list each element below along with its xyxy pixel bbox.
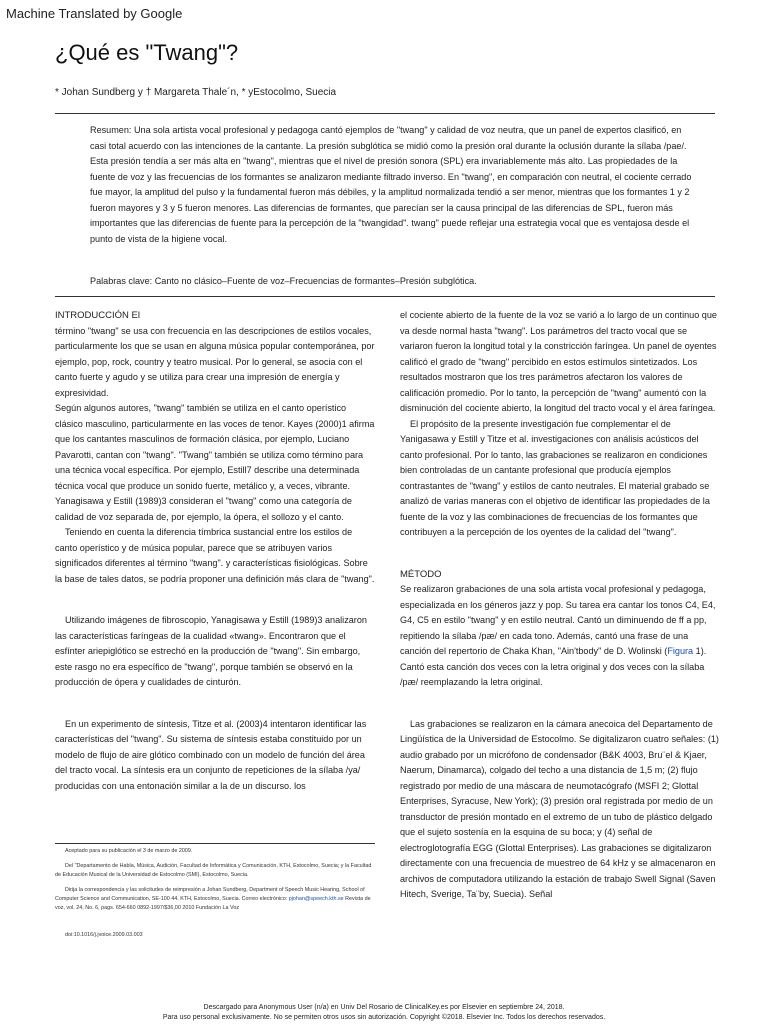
method-heading: MÉTODO — [400, 568, 442, 580]
intro-paragraph-5: En un experimento de síntesis, Titze et al. (2003)4 intentaron identificar las características del "twang". Su sistema de síntesis estaba constituido por un modelo de flujo de aire glótico combinado con un modelo de función del área del tracto vocal. La síntesis era un conjunto de repeticiones de la sílaba /ya/ producidas con una entonación similar a la de un discurso. los — [55, 718, 367, 791]
abstract: Resumen: Una sola artista vocal profesional y pedagoga cantó ejemplos de "twang" y calidad de voz neutra, que un panel de expertos clasificó, en casi total acuerdo con las intenciones de la cantante. La presión subglótica se midió como la presión oral durante la oclusión durante la sílaba /pae/. Esta presión tendía a ser más alta en "twang", mientras que el nivel de presión sonora (SPL) era invariablemente más alto. Las propiedades de la fuente de voz y las frecuencias de los formantes se analizaron mediante filtrado inverso. En "twang", en comparación con neutral, el cociente cerrado fue mayor, la amplitud del pulso y la fundamental fueron más débiles, y la amplitud normalizada tendió a ser menor, mientras que los formantes 1 y 2 fueron mayores y 3 y 5 fueron menores. Las diferencias de formantes, que parecían ser la causa principal de las diferencias de SPL, fueron más importantes que las diferencias de fuente para la percepción de la "twangidad". twang" puede reflejar una estrategia vocal que es ventajosa desde el punto de vista de la higiene vocal. — [90, 125, 692, 244]
keywords-divider — [55, 296, 715, 297]
footnote-divider — [55, 843, 375, 844]
correspondence-note — [55, 886, 375, 913]
journal-citation: Revista de voz, vol. 24, No. 6, pags. 654-660 0892-1997/$36,00 2010 Fundación La Voz — [55, 896, 371, 911]
introduction-heading: INTRODUCCIÓN El — [55, 310, 140, 321]
copyright-notice: Para uso personal exclusivamente. No se permiten otros usos sin autorización. Copyright ©2018. Elsevier Inc. Todos los derechos reservados. — [162, 1014, 606, 1021]
method-text-after-link: 1). Cantó esta canción dos veces con la letra original y dos veces con la sílaba /pæ/ reemplazando la letra original. — [400, 646, 707, 687]
left-column — [55, 308, 375, 794]
purpose-paragraph: El propósito de la presente investigación fue complementar el de Yanigasawa y Estill y Titze et al. investigaciones con análisis acústicos del canto profesional. Por lo tanto, las grabaciones se realizaron en condiciones bien controladas de un cantante profesional que producía ejemplos contrastantes de "twang" y estilos de canto neutrales. El material grabado se analizó de varias maneras con el objetivo de identificar las propiedades de la fuente de la voz y las combinaciones de frecuencias de los formantes que contribuyen a la percepción de los oyentes de la calidad del "twang". — [400, 418, 710, 537]
doi-note: doi:10.1016/j.jvoice.2009.03.003 — [65, 932, 143, 938]
footnotes — [55, 847, 375, 946]
continued-paragraph: el cociente abierto de la fuente de la voz se varió a lo largo de un continuo que va desde normal hasta "twang". Los parámetros del tracto vocal que se variaron fueron la longitud total y la constricción faríngea. Un panel de oyentes calificó el grado de "twang" percibido en estos estímulos sintetizados. Los resultados mostraron que los tres parámetros afectaron los valores de calificación promedio. Por lo tanto, la percepción de "twang" aumentó con la disminución del cociente abierto, la longitud del tracto vocal y el área faríngea. — [400, 310, 717, 413]
authors-line: * Johan Sundberg y † Margareta Thale´n, * yEstocolmo, Suecia — [55, 87, 337, 98]
correspondence-text: Dirija la correspondencia y las solicitudes de reimpresión a Johan Sundberg, Department of Speech Music Hearing, School of Computer Science and Communication, SE-100 44. KTH, Estocolmo, Suecia. Correo electrónico: — [55, 887, 365, 902]
affiliation-note: Del "Departamento de Habla, Música, Audición, Facultad de Informática y Comunicación, KTH, Estocolmo, Suecia; y la Facultad de Educación Musical de la Universidad de Estocolmo (SMI), Estocolmo, Suecia. — [55, 863, 372, 878]
figure-link[interactable]: Figura — [667, 646, 694, 656]
article-title: ¿Qué es "Twang"? — [55, 40, 239, 65]
right-column — [400, 308, 722, 903]
machine-translation-banner: Machine Translated by Google — [6, 6, 183, 21]
top-divider — [55, 113, 715, 114]
download-notice: Descargado para Anonymous User (n/a) en Univ Del Rosario de ClinicalKey.es por Elsevier en septiembre 24, 2018. — [203, 1004, 565, 1011]
intro-paragraph-3: Teniendo en cuenta la diferencia tímbrica sustancial entre los estilos de canto operístico y de música popular, parece que se atribuyen varios significados diferentes al término "twang". y características fisiológicas. Sobre la base de tales datos, se podría proponer una definición más clara de "twang". — [55, 527, 375, 584]
method-paragraph-1 — [400, 582, 722, 691]
method-paragraph-2: Las grabaciones se realizaron en la cámara anecoica del Departamento de Lingüística de la Universidad de Estocolmo. Se digitalizaron cuatro señales: (1) audio grabado por un micrófono de condensador (B&K 4003, Bru¨el & Kjaer, Naerum, Dinamarca), colgado del techo a una distancia de 1,5 m; (2) flujo registrado por medio de una máscara de neumotacógrafo (MSFI 2; Glottal Enterprises, Syracuse, New York); (3) presión oral registrada por medio de un transductor de presión montado en el extremo de un tubo de plástico delgado que el sujeto sostenía en la esquina de su boca; y (4) señal de electroglotografía EGG (Glottal Enterprises). Las grabaciones se digitalizaron directamente con una frecuencia de muestreo de 64 kHz y se almacenaron en archivos de computadora utilizando la estación de trabajo Swell Signal (Saven Hitech, Sverige, Ta¨by, Suecia). Señal — [400, 718, 719, 899]
intro-paragraph-4: Utilizando imágenes de fibroscopio, Yanagisawa y Estill (1989)3 analizaron las características faríngeas de la cualidad «twang». Encontraron que el esfínter ariepiglótico se estrechó en la producción de "twang". Sin embargo, este rasgo no era específico de "twang", porque también se observó en la producción de ópera y cualidades de cinturón. — [55, 615, 367, 687]
email-link[interactable]: pjohan@speech.kth.se — [288, 896, 344, 902]
keywords: Palabras clave: Canto no clásico–Fuente de voz–Frecuencias de formantes–Presión subglótica. — [90, 276, 477, 286]
accepted-note: Aceptado para su publicación el 3 de marzo de 2009. — [65, 848, 193, 854]
intro-paragraph-2: Según algunos autores, "twang" también se utiliza en el canto operístico clásico masculino, particularmente en las voces de tenor. Kayes (2000)1 afirma que los cantantes masculinos de formación clásica, por ejemplo, Luciano Pavarotti, cantan con "twang". "Twang" también se utiliza como término para una técnica vocal específica. Por ejemplo, Estill7 describe una determinada técnica vocal que produce un sonido fuerte, metálico y, a veces, vibrante. Yanagisawa y Estill (1989)3 consideran el "twang" como una categoría de calidad de voz separada de, por ejemplo, la ópera, el sollozo y el canto. — [55, 403, 375, 522]
method-text-before-link: Se realizaron grabaciones de una sola artista vocal profesional y pedagoga, especializada en los géneros jazz y pop. Su tarea era cantar los tonos C4, E4, G4, C5 en estilo "twang" y en estilo neutral. Cantó un diminuendo de ff a pp, repitiendo la sílaba /pæ/ en cada tono. Además, cantó una frase de una canción del repertorio de Chaka Khan, "Ain'tbody" de D. Wolinski ( — [400, 584, 716, 656]
intro-paragraph-1: término "twang" se usa con frecuencia en las descripciones de estilos vocales, particularmente los que se usan en alguna música popular contemporánea, por ejemplo, pop, rock, country y teatro musical. Por lo general, se asocia con el canto fuerte y agudo y se utiliza para crear una impresión de energía y expresividad. — [55, 325, 375, 398]
